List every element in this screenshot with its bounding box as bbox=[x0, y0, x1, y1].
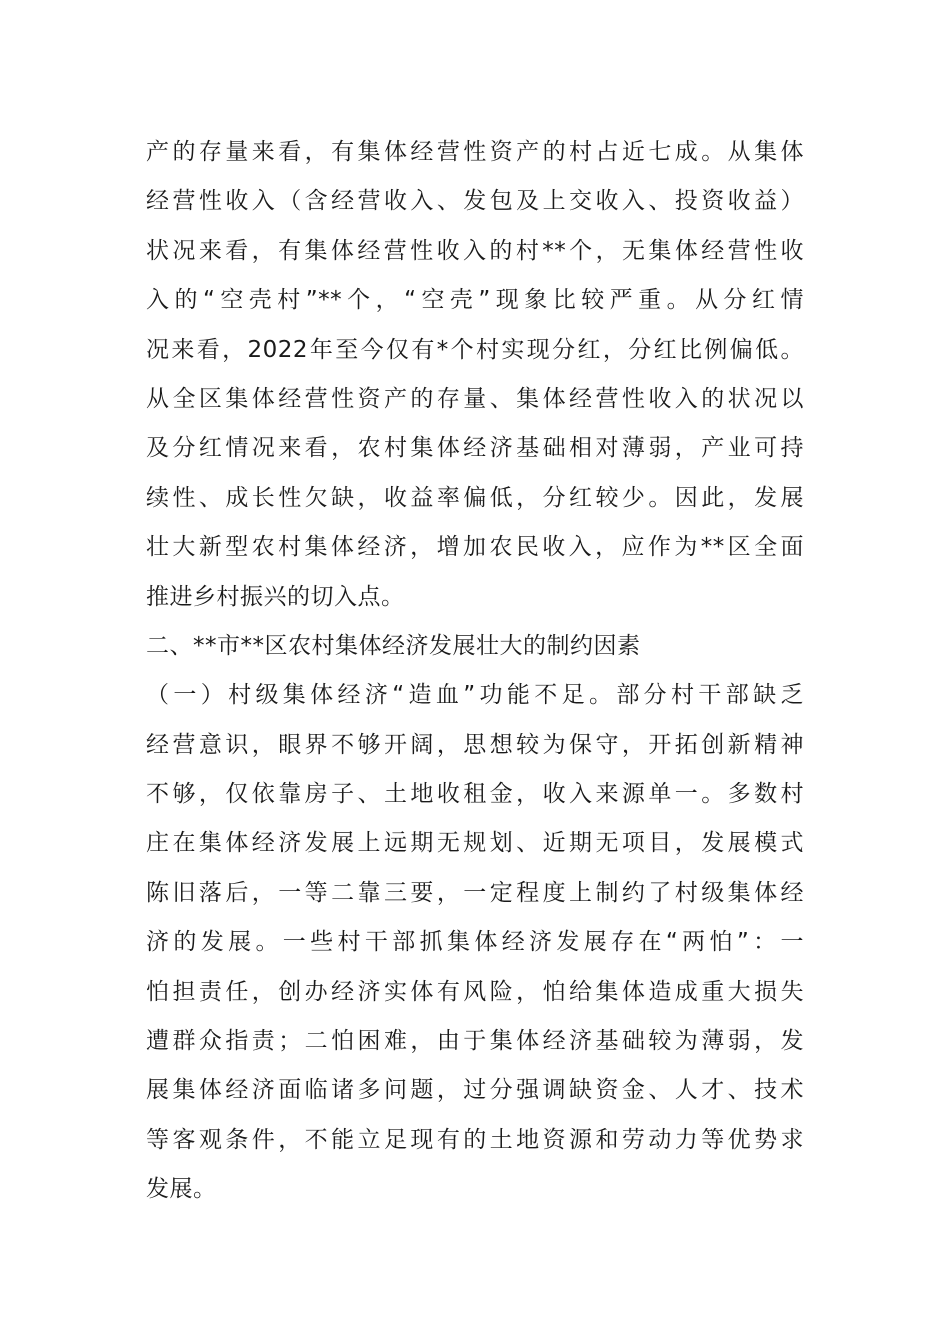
text-line: 等客观条件，不能立足现有的土地资源和劳动力等优势求 bbox=[146, 1126, 804, 1153]
text-line: 经营意识，眼界不够开阔，思想较为保守，开拓创新精神 bbox=[146, 731, 804, 758]
text-line: 展集体经济面临诸多问题，过分强调缺资金、人才、技术 bbox=[146, 1077, 804, 1104]
document-body bbox=[146, 128, 804, 1215]
text-line: 产的存量来看，有集体经营性资产的村占近七成。从集体 bbox=[146, 139, 804, 165]
text-line: 续性、成长性欠缺，收益率偏低，分红较少。因此，发展 bbox=[146, 484, 804, 511]
text-line: 庄在集体经济发展上远期无规划、近期无项目，发展模式 bbox=[146, 830, 804, 857]
text-line: 经营性收入（含经营收入、发包及上交收入、投资收益） bbox=[146, 188, 804, 215]
text-line: 怕担责任，创办经济实体有风险，怕给集体造成重大损失 bbox=[146, 978, 804, 1005]
text-line: 从全区集体经营性资产的存量、集体经营性收入的状况以 bbox=[146, 385, 804, 412]
text-line: 入的“空壳村”**个，“空壳”现象比较严重。从分红情 bbox=[146, 287, 804, 314]
section-heading: 二、**市**区农村集体经济发展壮大的制约因素 bbox=[146, 632, 641, 659]
text-line: 遭群众指责；二怕困难，由于集体经济基础较为薄弱，发 bbox=[146, 1028, 804, 1055]
text-line: 状况来看，有集体经营性收入的村**个，无集体经营性收 bbox=[146, 237, 804, 264]
text-line: 及分红情况来看，农村集体经济基础相对薄弱，产业可持 bbox=[146, 435, 804, 462]
text-line: 发展。 bbox=[146, 1176, 217, 1203]
text-line: 陈旧落后，一等二靠三要，一定程度上制约了村级集体经 bbox=[146, 879, 804, 906]
text-line: （一）村级集体经济“造血”功能不足。部分村干部缺乏 bbox=[146, 682, 804, 709]
text-line: 壮大新型农村集体经济，增加农民收入，应作为**区全面 bbox=[146, 534, 804, 561]
text-line: 济的发展。一些村干部抓集体经济发展存在“两怕”：一 bbox=[146, 929, 804, 956]
text-line: 况来看，2022年至今仅有*个村实现分红，分红比例偏低。 bbox=[146, 336, 804, 363]
text-line: 不够，仅依靠房子、土地收租金，收入来源单一。多数村 bbox=[146, 781, 804, 808]
text-line: 推进乡村振兴的切入点。 bbox=[146, 583, 405, 610]
